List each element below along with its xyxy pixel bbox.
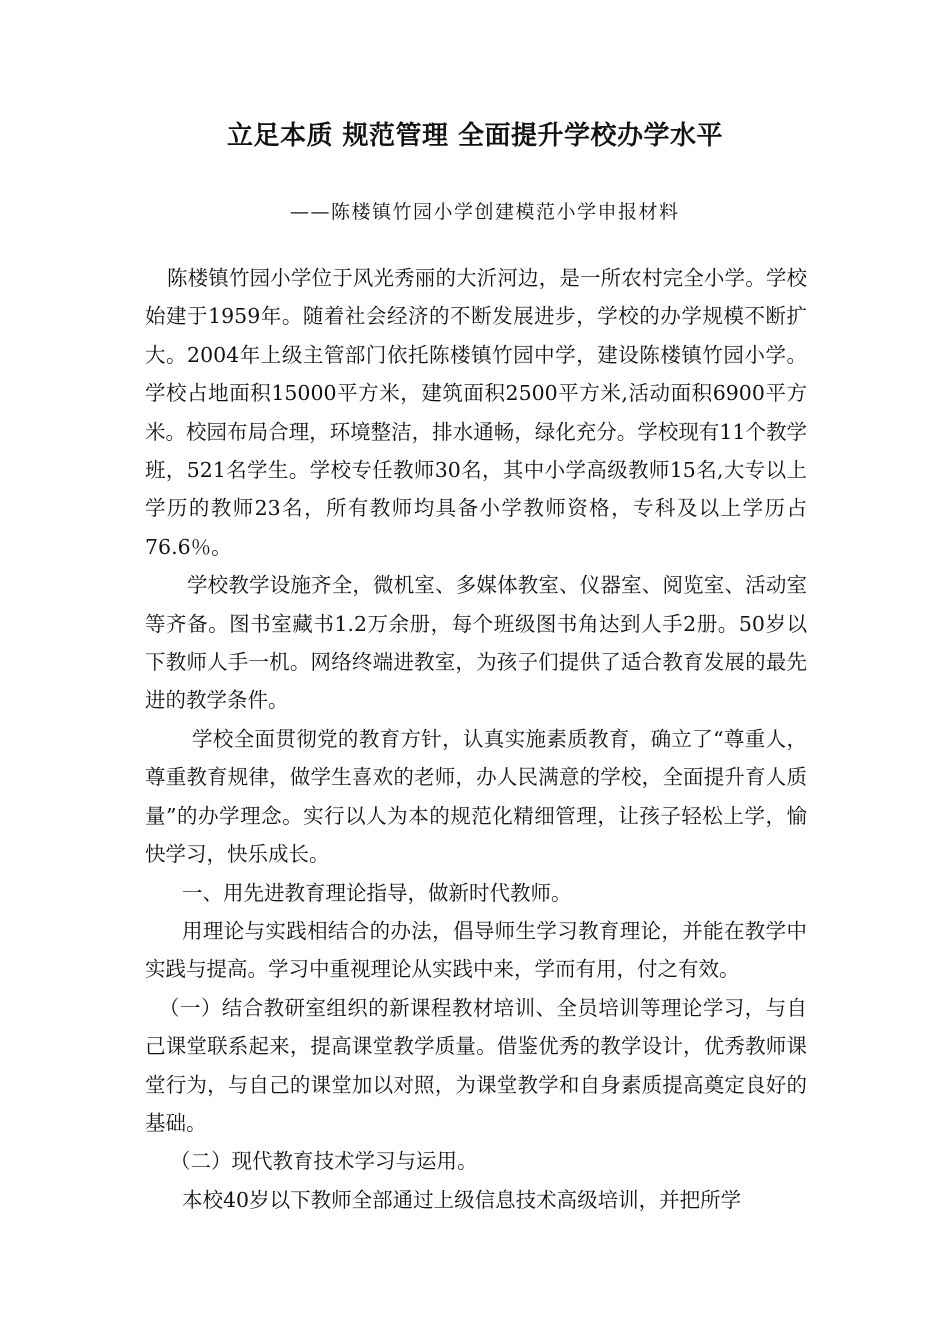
document-title: 立足本质 规范管理 全面提升学校办学水平 <box>226 121 724 151</box>
paragraph-subsection-1: （一）结合教研室组织的新课程教材培训、全员培训等理论学习，与自己课堂联系起来，提高课堂教学质量。借鉴优秀的教学设计，优秀教师课堂行为，与自己的课堂加以对照，为课堂教学和自身素质提高奠定良好的基础。 <box>145 995 807 1135</box>
section-heading-1: 一、用先进教育理论指导，做新时代教师。 <box>182 880 572 905</box>
paragraph-school-overview: 陈楼镇竹园小学位于风光秀丽的大沂河边，是一所农村完全小学。学校始建于1959年。随着社会经济的不断发展进步，学校的办学规模不断扩大。2004年上级主管部门依托陈楼镇竹园中学，建设陈楼镇竹园小学。学校占地面积15000平方米，建筑面积2500平方米,活动面积6900平方米。校园布局合理，环境整洁，排水通畅，绿化充分。学校现有11个教学班，521名学生。学校专任教师30名，其中小学高级教师15名,大专以上学历的教师23名，所有教师均具备小学教师资格，专科及以上学历占76.6％。 <box>145 266 807 559</box>
document-subtitle: ——陈楼镇竹园小学创建模范小学申报材料 <box>290 201 680 223</box>
paragraph-philosophy: 学校全面贯彻党的教育方针，认真实施素质教育，确立了“尊重人，尊重教育规律，做学生喜欢的老师，办人民满意的学校，全面提升育人质量”的办学理念。实行以人为本的规范化精细管理，让孩子轻松上学，愉快学习，快乐成长。 <box>145 726 807 867</box>
paragraph-theory-practice: 用理论与实践相结合的办法，倡导师生学习教育理论，并能在教学中实践与提高。学习中重视理论从实践中来，学而有用，付之有效。 <box>145 918 807 982</box>
document-body <box>145 259 807 1219</box>
subsection-heading-2: （二）现代教育技术学习与运用。 <box>170 1149 478 1174</box>
paragraph-it-training: 本校40岁以下教师全部通过上级信息技术高级培训，并把所学 <box>182 1187 742 1212</box>
paragraph-facilities: 学校教学设施齐全，微机室、多媒体教室、仪器室、阅览室、活动室等齐备。图书室藏书1.2万余册，每个班级图书角达到人手2册。50岁以下教师人手一机。网络终端进教室，为孩子们提供了适合教育发展的最先进的教学条件。 <box>145 573 807 713</box>
